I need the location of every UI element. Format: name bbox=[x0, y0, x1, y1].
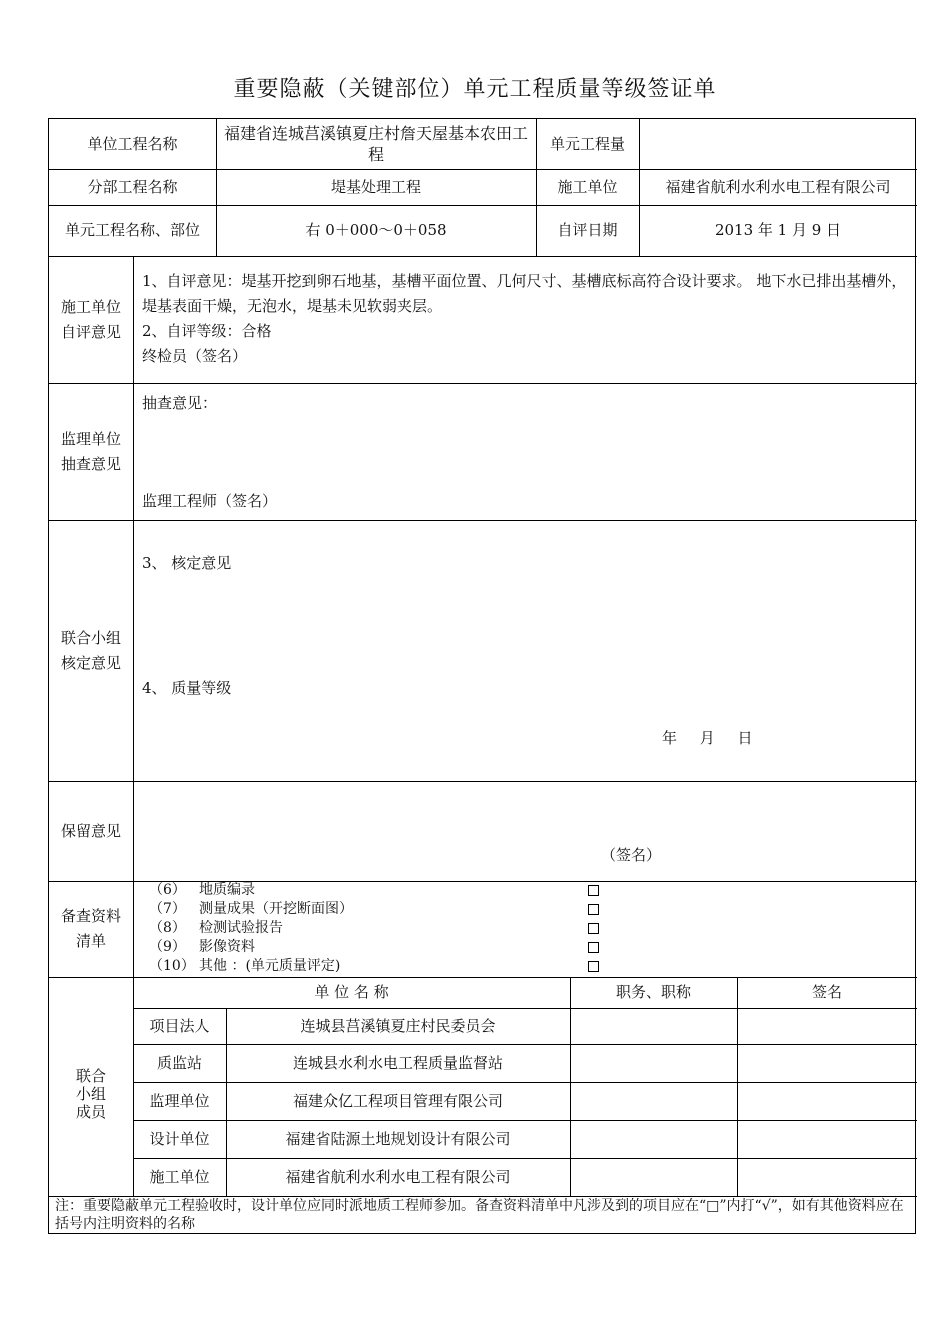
checklist-item-no: （9） bbox=[149, 939, 186, 955]
members-col-title: 职务、职称 bbox=[615, 983, 691, 1001]
joint-review-date: 年 月 日 bbox=[662, 729, 753, 747]
checklist-checkbox[interactable] bbox=[588, 904, 599, 915]
member-role: 监理单位 bbox=[149, 1091, 210, 1110]
checklist-item-no: （10） bbox=[149, 958, 195, 974]
checklist-item-no: （7） bbox=[149, 901, 186, 917]
checklist-checkbox[interactable] bbox=[588, 961, 599, 972]
joint-review-item3: 3、 核定意见 bbox=[142, 554, 232, 572]
checklist-checkbox[interactable] bbox=[588, 885, 599, 896]
self-eval-label: 施工单位自评意见 bbox=[60, 297, 121, 341]
self-eval-opinion: 1、自评意见：堤基开挖到卵石地基，基槽平面位置、几何尺寸、基槽底标高符合设计要求。 地下水已排出基槽外， 堤基表面干燥，无泡水，堤基未见软弱夹层。 bbox=[142, 272, 907, 315]
member-unit: 福建省陆源土地规划设计有限公司 bbox=[285, 1129, 511, 1148]
element-qty-value bbox=[639, 119, 917, 169]
member-role: 施工单位 bbox=[149, 1167, 210, 1186]
checklist-label: 备查资料清单 bbox=[60, 907, 121, 950]
members-col-sign: 签名 bbox=[811, 983, 842, 1001]
checklist-checkbox[interactable] bbox=[588, 923, 599, 934]
checklist-item-name: 影像资料 bbox=[199, 939, 255, 955]
contractor-value: 福建省航利水利水电工程有限公司 bbox=[665, 177, 891, 196]
members-label: 联合小组成员 bbox=[75, 1067, 106, 1121]
form-title: 重要隐蔽（关键部位）单元工程质量等级签证单 bbox=[233, 77, 717, 102]
contractor-label: 施工单位 bbox=[557, 177, 618, 196]
checklist-item-name: 测量成果（开挖断面图） bbox=[199, 901, 353, 917]
member-unit: 连城县水利水电工程质量监督站 bbox=[292, 1053, 503, 1072]
self-eval-date-value: 2013 年 1 月 9 日 bbox=[714, 221, 842, 239]
supervision-label: 监理单位抽查意见 bbox=[60, 429, 121, 473]
element-qty-label: 单元工程量 bbox=[549, 134, 625, 153]
supervision-opinion: 抽查意见： bbox=[142, 394, 218, 412]
checklist-item-no: （8） bbox=[149, 920, 186, 936]
self-eval-date-label: 自评日期 bbox=[557, 221, 618, 239]
member-unit: 福建省航利水利水电工程有限公司 bbox=[285, 1167, 511, 1186]
member-role: 项目法人 bbox=[149, 1016, 210, 1035]
member-unit: 连城县莒溪镇夏庄村民委员会 bbox=[300, 1016, 496, 1035]
unit-project-value: 福建省连城莒溪镇夏庄村詹天屋基本农田工程 bbox=[223, 124, 528, 164]
checklist-item-name: 地质编录 bbox=[199, 882, 255, 898]
checklist-item-no: （6） bbox=[149, 882, 186, 898]
checklist-checkbox[interactable] bbox=[588, 942, 599, 953]
self-eval-grade: 2、自评等级：合格 bbox=[142, 322, 272, 340]
members-col-unit: 单 位 名 称 bbox=[314, 983, 389, 1001]
sub-project-label: 分部工程名称 bbox=[87, 177, 178, 196]
reserved-label: 保留意见 bbox=[60, 821, 121, 840]
quality-form-table bbox=[48, 118, 916, 1234]
member-role: 设计单位 bbox=[149, 1129, 210, 1148]
member-unit: 福建众亿工程项目管理有限公司 bbox=[292, 1091, 503, 1110]
member-role: 质监站 bbox=[156, 1053, 202, 1072]
element-name-value: 右 0＋000～0＋058 bbox=[305, 221, 447, 239]
checklist-item-name: 检测试验报告 bbox=[199, 920, 283, 936]
self-eval-signer: 终检员（签名） bbox=[142, 347, 248, 365]
sub-project-value: 堤基处理工程 bbox=[330, 177, 421, 196]
element-name-label: 单元工程名称、部位 bbox=[64, 221, 200, 239]
unit-project-label: 单位工程名称 bbox=[87, 134, 178, 153]
reserved-signer: （签名） bbox=[601, 846, 662, 864]
checklist-item-name: 其他 ：(单元质量评定) bbox=[199, 958, 341, 974]
footnote: 注：重要隐蔽单元工程验收时，设计单位应同时派地质工程师参加。备查资料清单中凡涉及到的项目应在“□”内打“√”，如有其他资料应在括号内注明资料的名称 bbox=[55, 1198, 904, 1232]
joint-review-item4: 4、 质量等级 bbox=[142, 679, 232, 697]
joint-review-label: 联合小组核定意见 bbox=[60, 628, 121, 672]
supervision-signer: 监理工程师（签名） bbox=[142, 492, 278, 510]
